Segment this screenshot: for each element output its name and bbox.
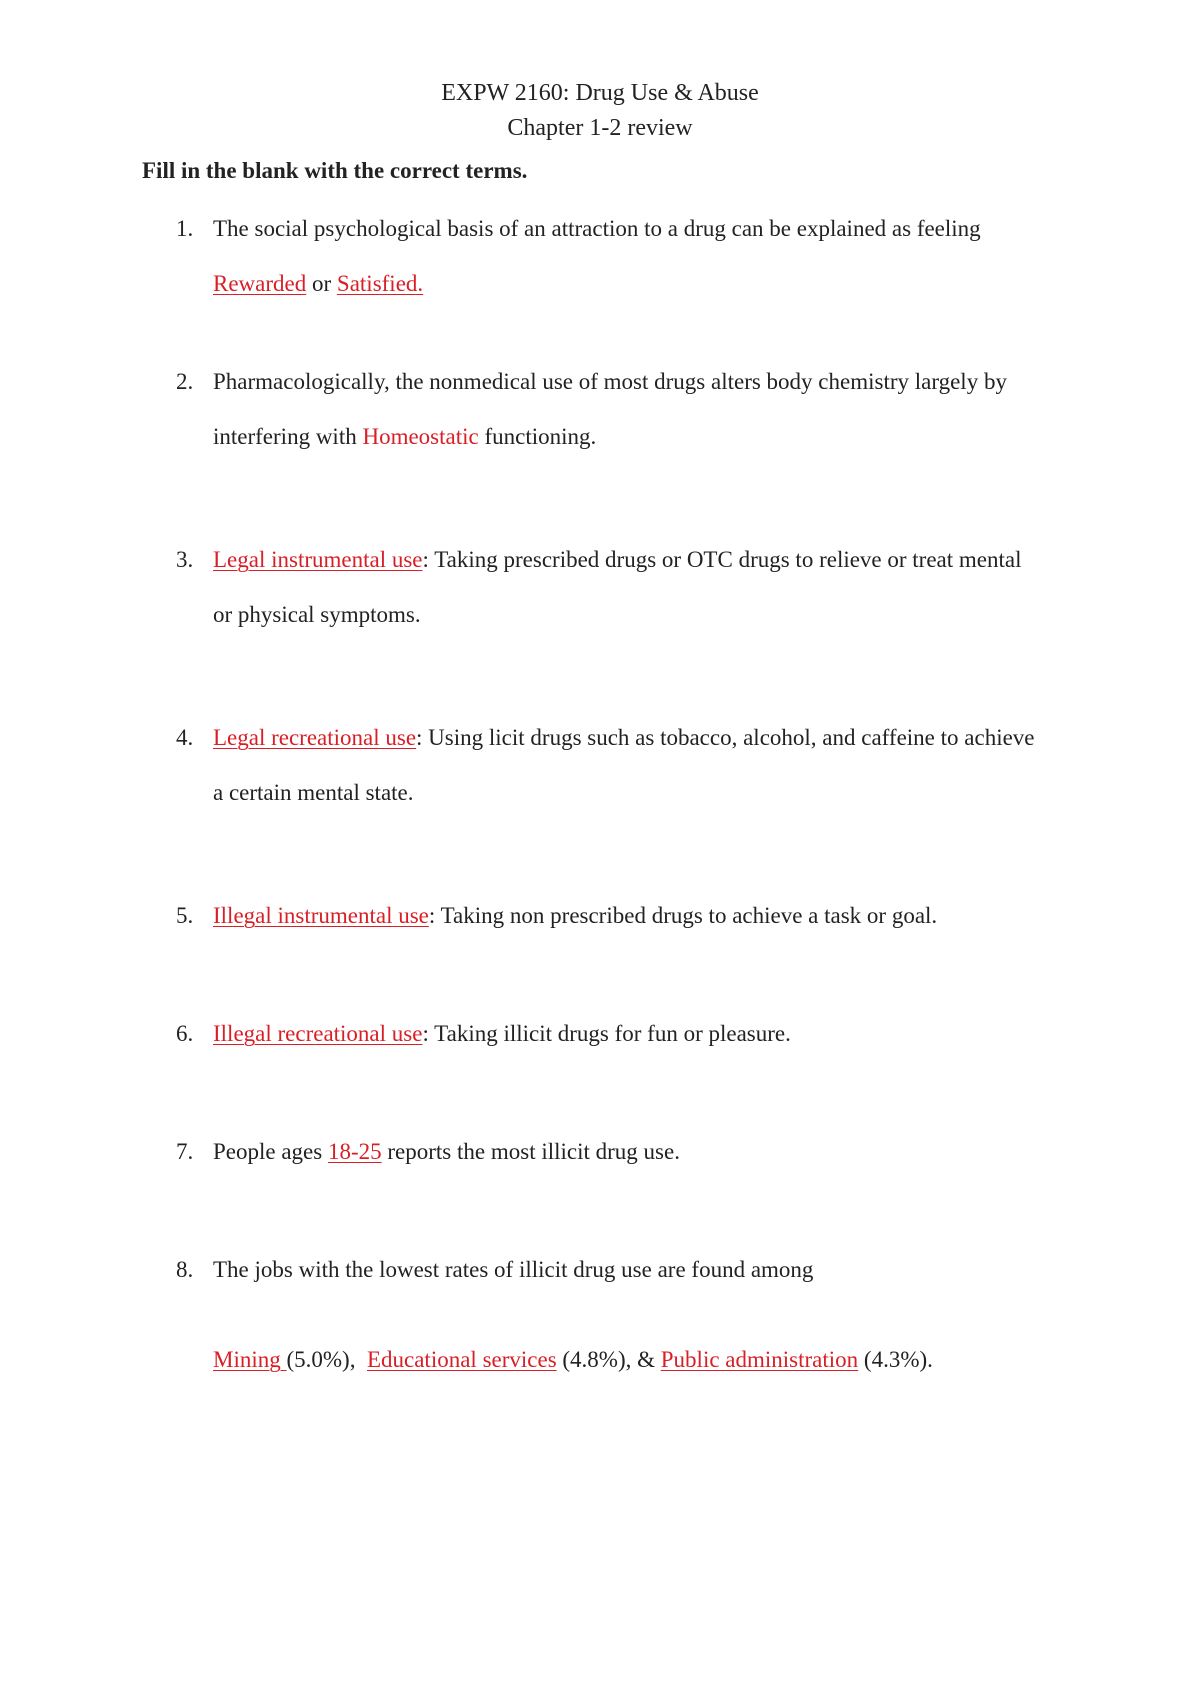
answer-text: Illegal instrumental use (213, 903, 429, 928)
item-text-line1 (213, 1017, 791, 1051)
item-text-line1 (213, 899, 937, 933)
answer-text: Legal instrumental use (213, 547, 423, 572)
item-number: 6. (176, 1021, 194, 1046)
item-text-line1 (213, 1135, 680, 1169)
definition-text: : Taking non prescribed drugs to achieve a task or goal. (428, 903, 938, 928)
answer-text: Educational services (366, 1347, 557, 1372)
prefix-text: interfering with (213, 424, 363, 449)
answer-text: 18-25 (327, 1139, 382, 1164)
answer-text: Mining (213, 1347, 287, 1372)
item-number: 3. (176, 547, 194, 572)
item-text-line1 (213, 543, 1022, 577)
answer-text: Legal recreational use (213, 725, 417, 750)
item-number: 2. (176, 369, 194, 394)
answer-text: Illegal recreational use (213, 1021, 423, 1046)
connector-text: or (306, 271, 337, 296)
percent-text: (5.0%), (286, 1347, 367, 1372)
item-text-line2 (213, 420, 596, 454)
suffix-text: reports the most illicit drug use. (381, 1139, 680, 1164)
answer-text: Public administration (660, 1347, 859, 1372)
prefix-text: People ages (213, 1139, 328, 1164)
document-subtitle: Chapter 1-2 review (507, 115, 693, 141)
answer-text: Homeostatic (362, 424, 479, 449)
item-number: 1. (176, 216, 194, 241)
item-text-line1: The jobs with the lowest rates of illicit drug use are found among (213, 1257, 814, 1282)
document-title: EXPW 2160: Drug Use & Abuse (441, 80, 759, 106)
percent-text: (4.3%). (858, 1347, 933, 1372)
item-text-line2: or physical symptoms. (213, 602, 421, 627)
answer-text: Satisfied. (336, 271, 424, 296)
item-text-line1: The social psychological basis of an attraction to a drug can be explained as feeling (213, 216, 981, 241)
item-number: 4. (176, 725, 194, 750)
answer-text: Rewarded (213, 271, 307, 296)
instructions: Fill in the blank with the correct terms. (142, 158, 528, 183)
item-text-line1: Pharmacologically, the nonmedical use of most drugs alters body chemistry largely by (213, 369, 1007, 394)
item-text-line2 (213, 1343, 933, 1377)
item-number: 7. (176, 1139, 194, 1164)
definition-text: : Taking prescribed drugs or OTC drugs to relieve or treat mental (422, 547, 1022, 572)
item-text-line2 (213, 267, 423, 301)
item-number: 8. (176, 1257, 194, 1282)
item-text-line2: a certain mental state. (213, 780, 414, 805)
definition-text: : Taking illicit drugs for fun or pleasure. (422, 1021, 791, 1046)
item-text-line1 (213, 721, 1035, 755)
definition-text: : Using licit drugs such as tobacco, alcohol, and caffeine to achieve (416, 725, 1035, 750)
item-number: 5. (176, 903, 194, 928)
suffix-text: functioning. (478, 424, 597, 449)
percent-text: (4.8%), & (556, 1347, 661, 1372)
